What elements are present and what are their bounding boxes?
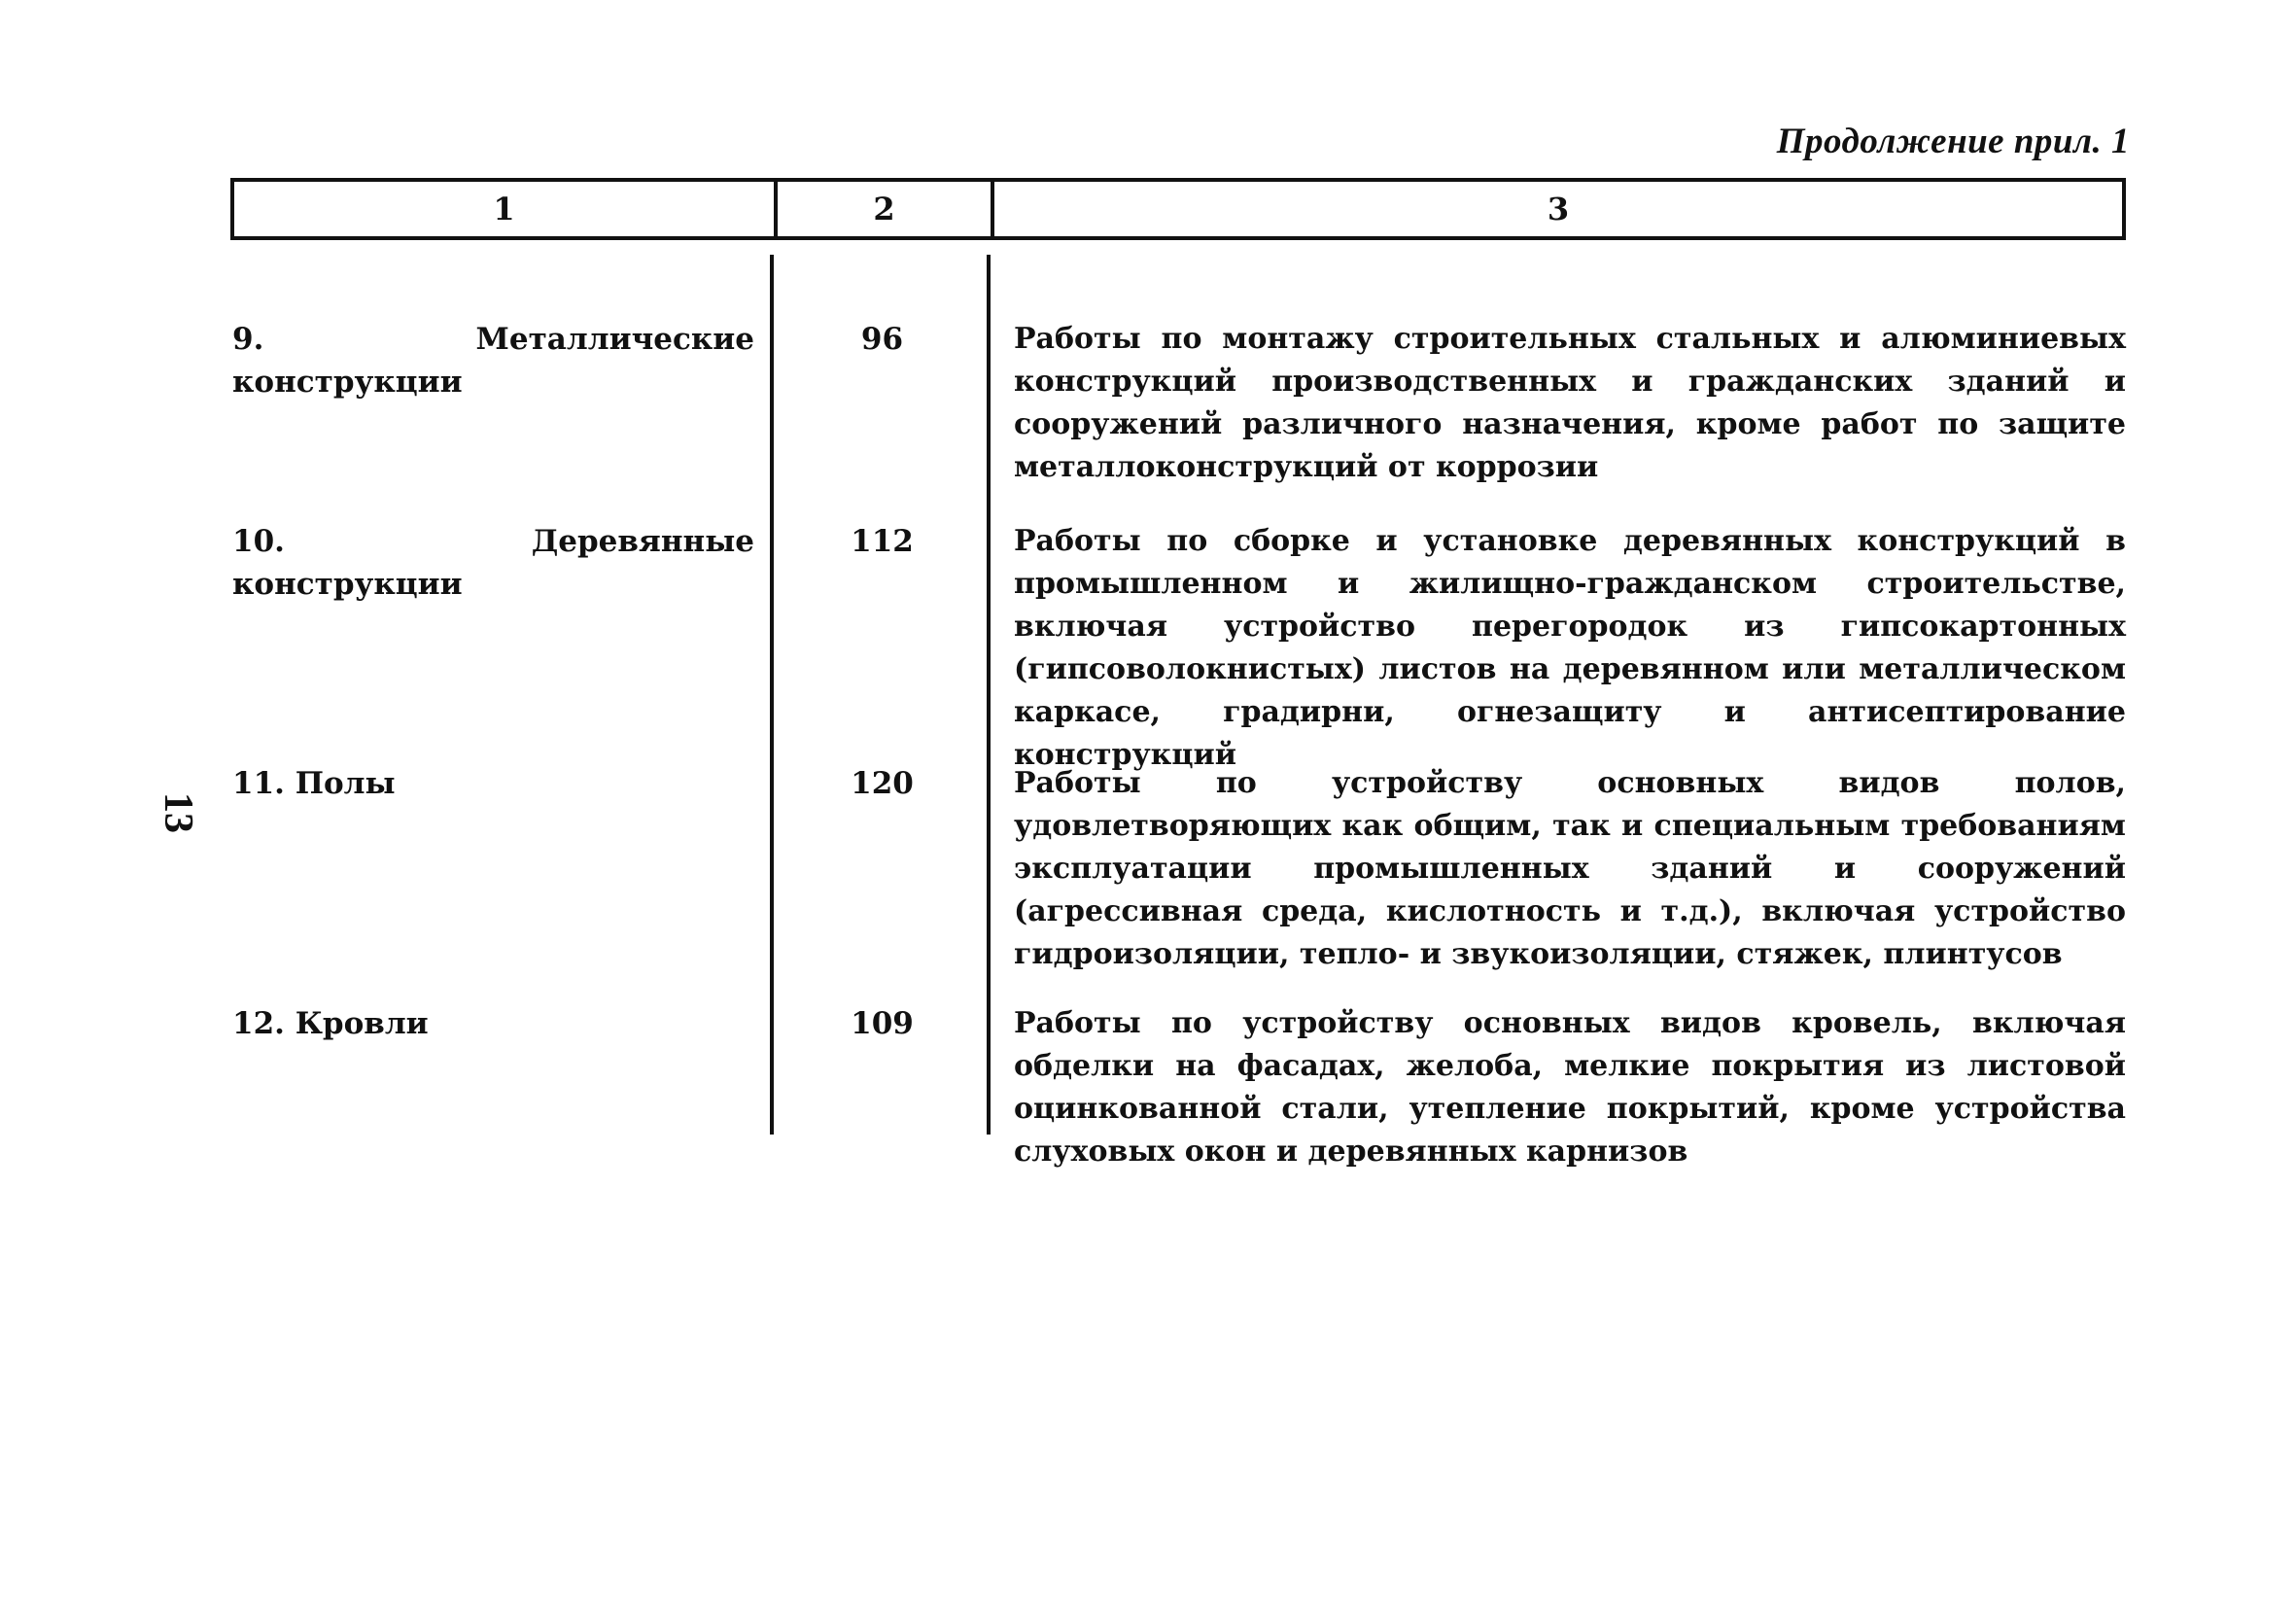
appendix-table (230, 178, 2126, 1169)
work-type-name: 11. Полы (232, 766, 396, 801)
column-divider-1 (770, 255, 774, 1135)
continuation-label: Продолжение прил. 1 (1776, 122, 2130, 161)
table-header-row (230, 178, 2126, 240)
work-type-description: Работы по устройству основных видов кровель, включая обделки на фасадах, желоба, мелкие покрытия из листовой оцинкованной стали, утепление покрытий, кроме устройства слуховых окон и деревянных карнизов (1014, 1006, 2126, 1169)
page-number: 13 (156, 792, 200, 833)
work-type-value: 112 (851, 524, 914, 559)
work-type-name: 10. Деревянные конструкции (232, 524, 754, 602)
work-type-description: Работы по сборке и установке деревянных конструкций в промышленном и жилищно-гражданском строительстве, включая устройство перегородок из гипсокартонных (гипсоволокнистых) листов на деревянном или металлическом каркасе, градирни, огнезащиту и антисептирование конструкций (1014, 524, 2126, 772)
column-header-1: 1 (234, 182, 778, 236)
table-body (230, 240, 2126, 1169)
work-type-value: 96 (860, 322, 904, 357)
column-divider-2 (987, 255, 991, 1135)
work-type-value: 109 (851, 1006, 914, 1041)
work-type-description: Работы по монтажу строительных стальных и алюминиевых конструкций производственных и гражданских зданий и сооружений различного назначения, кроме работ по защите металлоконструкций от коррозии (1014, 322, 2126, 484)
work-type-name: 9. Металлические конструкции (232, 322, 754, 400)
work-type-name: 12. Кровли (232, 1006, 429, 1041)
column-header-3: 3 (1547, 191, 1570, 227)
work-type-value: 120 (851, 766, 914, 801)
column-header-2: 2 (778, 182, 994, 236)
work-type-description: Работы по устройству основных видов полов, удовлетворяющих как общим, так и специальным требованиям эксплуатации промышленных зданий и сооружений (агрессивная среда, кислотность и т.д.), включая устройство гидроизоляции, тепло- и звукоизоляции, стяжек, плинтусов (1014, 766, 2126, 971)
